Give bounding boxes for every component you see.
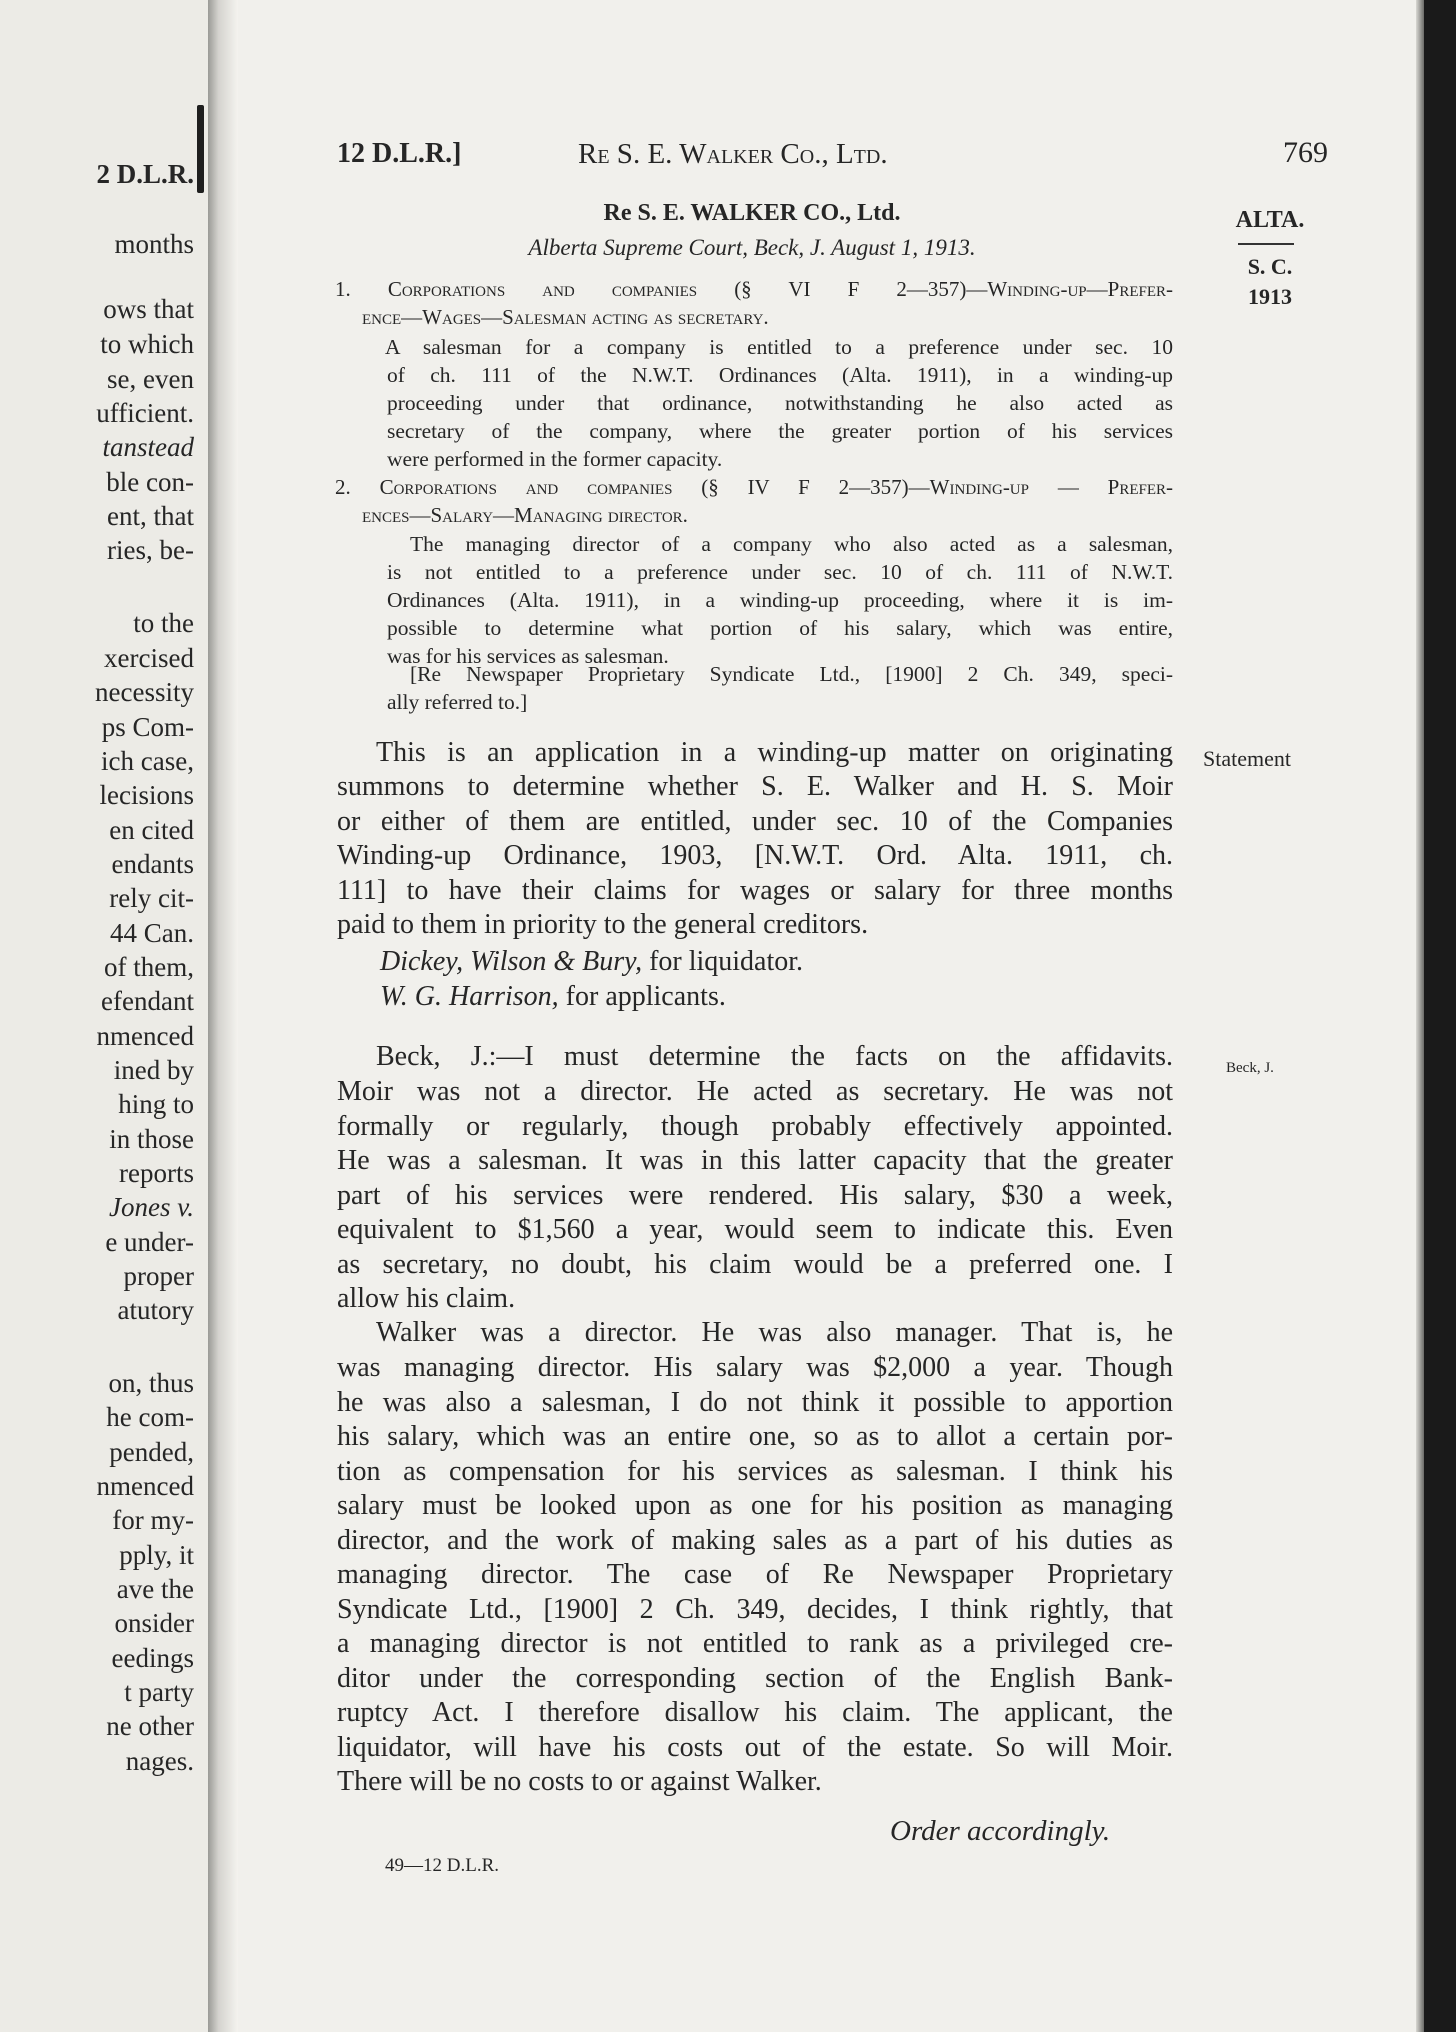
book-gutter xyxy=(208,0,238,2032)
facing-page-fragment-line: e under- xyxy=(105,1227,194,1257)
header-page-number: 769 xyxy=(1283,136,1328,169)
headnote-2-reference-cont: ally referred to.] xyxy=(387,690,528,714)
facing-page-fragment-line: nmenced xyxy=(96,1471,194,1501)
order-line: Order accordingly. xyxy=(890,1815,1111,1847)
facing-page-fragment-line: in those xyxy=(109,1124,194,1154)
counsel-liquidator xyxy=(380,945,803,980)
facing-page-fragment-line: of them, xyxy=(104,952,194,982)
headnote-2-reference: [Re Newspaper Proprietary Syndicate Ltd., [1900] 2 Ch. 349, speci- xyxy=(410,662,1173,686)
facing-page-fragment-line: nages. xyxy=(125,1746,194,1776)
facing-page-fragment-line: he com- xyxy=(106,1402,194,1432)
facing-page-fragment-line: 2 D.L.R. xyxy=(96,159,194,189)
facing-page-fragment-line: to which xyxy=(100,329,194,359)
facing-page-fragment-line: ble con- xyxy=(106,467,194,497)
facing-page-fragment-line: t party xyxy=(124,1677,194,1707)
headnote-1-heading: 1. Corporations and companies (§ VI F 2—357)—Winding-up—Prefer- ence—Wages—Salesman acting as secretary. xyxy=(335,277,1173,329)
facing-page-fragment-line: eedings xyxy=(111,1643,194,1673)
counsel-applicants-role: for applicants. xyxy=(558,981,726,1012)
facing-page-fragment-line: tanstead xyxy=(102,432,194,462)
headnote-2-body-cont: is not entitled to a preference under sec. 10 of ch. 111 of N.W.T. Ordinances (Alta. 1911), in a winding-up proceeding, where it is im- possible to determine what portion of his salary, which was entire, was for his services as salesman. xyxy=(387,560,1173,668)
headnote-2-body: The managing director of a company who also acted as a salesman, xyxy=(410,532,1173,556)
facing-page-fragment-line: pply, it xyxy=(119,1540,194,1570)
facing-page-fragment-line: months xyxy=(114,229,194,259)
header-running-title: Re S. E. Walker Co., Ltd. xyxy=(578,138,888,170)
facing-page-fragment-line: reports xyxy=(119,1158,194,1188)
facing-page-fragment-line: lecisions xyxy=(99,780,194,810)
sidebar-jurisdiction: ALTA. xyxy=(1235,207,1305,233)
facing-page-fragment-line: ows that xyxy=(103,294,194,324)
facing-page-fragment-line: ave the xyxy=(116,1574,194,1604)
sidebar-court: S. C. xyxy=(1247,254,1293,279)
facing-page-fragment-line: endants xyxy=(111,849,194,879)
scan-border xyxy=(1424,0,1456,2032)
facing-page-fragment-line: onsider xyxy=(114,1608,194,1638)
facing-page-fragment-line: hing to xyxy=(118,1089,194,1119)
facing-page-fragment-line: nmenced xyxy=(96,1021,194,1051)
facing-page-fragment-line: ined by xyxy=(113,1055,194,1085)
statement-paragraph: This is an application in a winding-up matter on originating xyxy=(376,737,1173,768)
counsel-liquidator-firm: Dickey, Wilson & Bury, xyxy=(380,946,643,977)
facing-page-fragment-line: to the xyxy=(133,608,194,638)
sidebar-year: 1913 xyxy=(1248,284,1292,309)
judgment-paragraph-1-cont: Moir was not a director. He acted as secretary. He was not formally or regularly, though probably effectively appointed. He was a salesman. It was in this latter capacity that the greater part of his services were rendered. His salary, $30 a week, equivalent to $1,560 a year, would seem to indicate this. Even as secretary, no doubt, his claim would be a preferred one. I allow his claim. xyxy=(337,1076,1173,1314)
sidebar-rule xyxy=(1238,243,1294,245)
facing-page-fragment-line: 44 Can. xyxy=(110,918,194,948)
facing-page-fragment-line: necessity xyxy=(95,677,194,707)
facing-page-fragment-line: ne other xyxy=(106,1711,194,1741)
footer-signature: 49—12 D.L.R. xyxy=(385,1855,499,1876)
headnote-1-body-cont: of ch. 111 of the N.W.T. Ordinances (Alta. 1911), in a winding-up proceeding under that ordinance, notwithstanding he also acted as secretary of the company, where the greater portion of his services were performed in the former capacity. xyxy=(387,363,1173,471)
facing-page-fragment-line: on, thus xyxy=(108,1368,194,1398)
counsel-liquidator-role: for liquidator. xyxy=(642,946,804,977)
gutter-mark xyxy=(197,105,204,193)
sidebar-statement: Statement xyxy=(1203,746,1291,771)
counsel-applicants-firm: W. G. Harrison, xyxy=(380,981,559,1012)
facing-page-fragment-line: en cited xyxy=(109,815,194,845)
judgment-paragraph-1: Beck, J.:—I must determine the facts on the affidavits. xyxy=(376,1041,1173,1072)
facing-page-fragment-line: pended, xyxy=(109,1437,194,1467)
statement-paragraph-cont: summons to determine whether S. E. Walker and H. S. Moir or either of them are entitled, under sec. 10 of the Companies Winding-up Ordinance, 1903, [N.W.T. Ord. Alta. 1911, ch. 111] to have their claims for wages or salary for three months paid to them in priority to the general creditors. xyxy=(337,771,1173,940)
headnote-1-body: A salesman for a company is entitled to a preference under sec. 10 xyxy=(385,335,1173,359)
facing-page-fragment-line: proper xyxy=(123,1261,194,1291)
counsel-applicants xyxy=(380,980,726,1015)
facing-page-fragment-line: ent, that xyxy=(107,501,194,531)
facing-page-fragment-line: atutory xyxy=(117,1295,194,1325)
facing-page-fragment-line: rely cit- xyxy=(109,883,194,913)
facing-page-fragment-line: efendant xyxy=(101,986,194,1016)
facing-page-fragment-line: ufficient. xyxy=(96,398,194,428)
judgment-paragraph-2-cont: was managing director. His salary was $2,000 a year. Though he was also a salesman, I do not think it possible to apportion his salary, which was an entire one, so as to allot a certain por- tion as compensation for his services as salesman. I think his salary must be looked upon as one for his position as managing director, and the work of making sales as a part of his duties as managing director. The case of Re Newspaper Proprietary Syndicate Ltd., [1900] 2 Ch. 349, decides, I think rightly, that a managing director is not entitled to rank as a privileged cre- ditor under the corresponding section of the English Bank- ruptcy Act. I therefore disallow his claim. The applicant, the liquidator, will have his costs out of the estate. So will Moir. There will be no costs to or against Walker. xyxy=(337,1352,1173,1797)
facing-page-fragment-line: se, even xyxy=(107,364,194,394)
headnote-2-heading: 2. Corporations and companies (§ IV F 2—357)—Winding-up — Prefer- ences—Salary—Managing director. xyxy=(335,475,1173,527)
case-title: Re S. E. WALKER CO., Ltd. xyxy=(603,200,901,226)
judgment-paragraph-2: Walker was a director. He was also manager. That is, he xyxy=(376,1317,1173,1348)
facing-page-fragment-line: ps Com- xyxy=(101,712,194,742)
facing-page-fragment-line: ries, be- xyxy=(107,535,194,565)
facing-page-fragment-line: Jones v. xyxy=(109,1192,194,1222)
facing-page-fragment xyxy=(0,0,208,2032)
facing-page-fragment-line: xercised xyxy=(104,643,194,673)
facing-page-fragment-line: ich case, xyxy=(101,746,194,776)
sidebar-judge: Beck, J. xyxy=(1226,1060,1274,1076)
court-line: Alberta Supreme Court, Beck, J. August 1, 1913. xyxy=(528,235,976,260)
facing-page-fragment-line: for my- xyxy=(112,1505,194,1535)
header-volume: 12 D.L.R.] xyxy=(337,138,462,169)
